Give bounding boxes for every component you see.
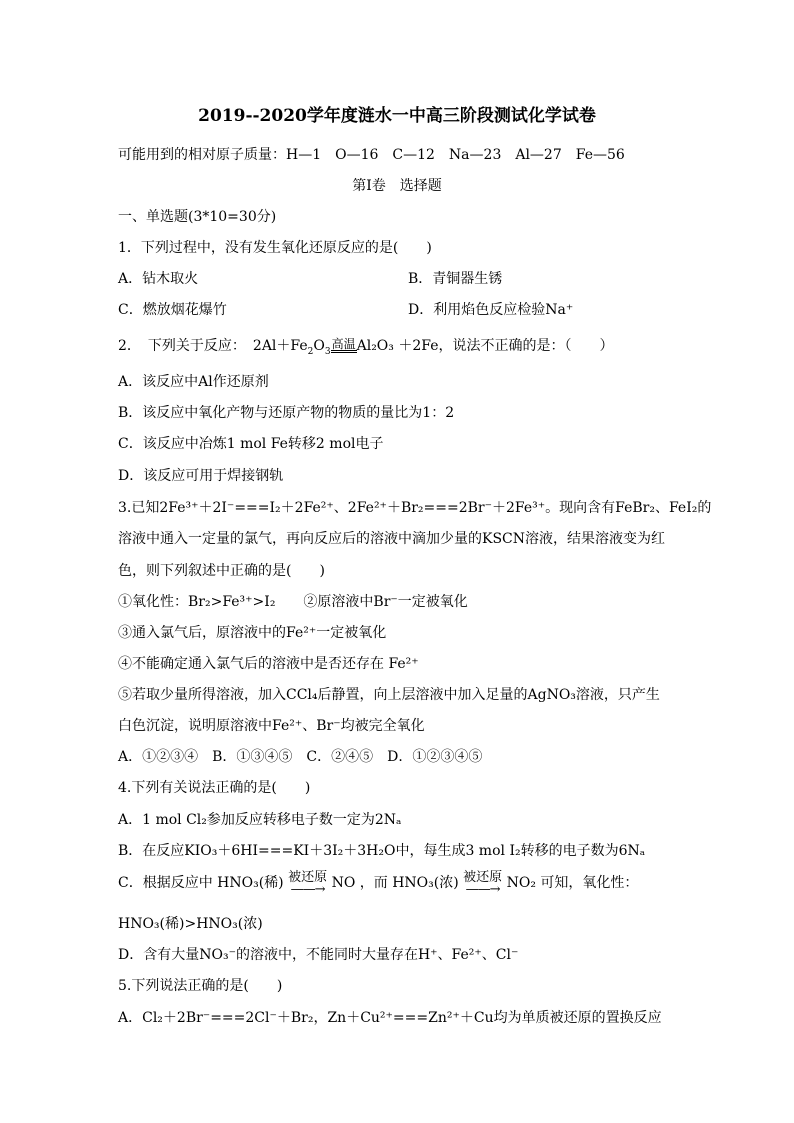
q2-option-a: A．该反应中Al作还原剂	[118, 374, 269, 390]
part-title: 一、单选题(3*10=30分)	[118, 209, 277, 225]
q2-option-c: C．该反应中冶炼1 mol Fe转移2 mol电子	[118, 436, 384, 452]
right-arrow-icon: ——→	[290, 882, 325, 897]
right-arrow-icon: ——→	[465, 882, 500, 897]
q5-option-a: A．Cl₂＋2Br⁻===2Cl⁻＋Br₂，Zn＋Cu²⁺===Zn²⁺＋Cu均为单质被还原的置换反应	[118, 1010, 662, 1026]
q2-condition-label: 高温	[331, 337, 356, 351]
q2-stem: 2． 下列关于反应： $2Al+Fe_2O_3$ 高温 Al₂O₃ ＋2Fe，说法不正确的是：（ ）	[118, 337, 614, 357]
q3-stem-line3: 色，则下列叙述中正确的是( )	[118, 563, 325, 579]
arrow-label-2: 被还原	[463, 870, 503, 885]
q3-statement-3: ③通入氯气后，原溶液中的Fe²⁺一定被氧化	[118, 625, 387, 641]
q3-statement-5-line2: 白色沉淀，说明原溶液中Fe²⁺、Br⁻均被完全氧化	[118, 718, 425, 734]
q4-option-d: D．含有大量NO₃⁻的溶液中，不能同时大量存在H⁺、Fe²⁺、Cl⁻	[118, 947, 519, 963]
q2-option-b: B．该反应中氧化产物与还原产物的物质的量比为1：2	[118, 405, 455, 421]
q2-option-d: D．该反应可用于焊接钢轨	[118, 468, 284, 484]
q5-stem: 5.下列说法正确的是( )	[118, 978, 283, 994]
q2-stem-suffix: Al₂O₃ ＋2Fe，说法不正确的是：（ ）	[356, 338, 614, 354]
q1-option-d: D．利用焰色反应检验Na⁺	[408, 302, 574, 318]
q3-statement-4: ④不能确定通入氯气后的溶液中是否还存在 Fe²⁺	[118, 656, 419, 672]
q4-option-a: A．1 mol Cl₂参加反应转移电子数一定为2Nₐ	[118, 812, 402, 828]
q4-option-c-prefix: C．根据反应中 HNO₃(稀)	[118, 875, 284, 891]
q3-options: A．①②③④ B．①③④⑤ C．②④⑤ D．①②③④⑤	[118, 749, 483, 765]
q3-stem-line1: 3.已知2Fe³⁺＋2I⁻===I₂＋2Fe²⁺、2Fe²⁺＋Br₂===2Br⁻＋2Fe³⁺。现向含有FeBr₂、FeI₂的	[118, 500, 712, 516]
q4-option-c-line2: HNO₃(稀)>HNO₃(浓)	[118, 916, 263, 932]
q1-option-b: B．青铜器生锈	[408, 271, 503, 287]
q4-option-c-mid: NO ，而 HNO₃(浓)	[331, 875, 459, 891]
q1-option-a: A．钻木取火	[118, 271, 199, 287]
exam-title: 2019--2020学年度涟水一中高三阶段测试化学试卷	[198, 106, 596, 126]
atomic-mass-note: 可能用到的相对原子质量：H—1 O—16 C—12 Na—23 Al—27 Fe—56	[118, 147, 625, 163]
q3-statement-1-2: ①氧化性：Br₂>Fe³⁺>I₂ ②原溶液中Br⁻一定被氧化	[118, 594, 468, 610]
q1-option-c: C．燃放烟花爆竹	[118, 302, 227, 318]
reduction-arrow-2	[463, 871, 502, 896]
arrow-label-1: 被还原	[288, 870, 328, 885]
q2-stem-prefix: 2． 下列关于反应： 2Al＋Fe	[118, 338, 308, 354]
q4-stem: 4.下列有关说法正确的是( )	[118, 780, 311, 796]
section-title: 第Ⅰ卷 选择题	[352, 178, 442, 194]
reduction-arrow-1	[288, 871, 327, 896]
q4-option-b: B．在反应KIO₃＋6HI===KI＋3I₂＋3H₂O中，每生成3 mol I₂转移的电子数为6Nₐ	[118, 843, 646, 859]
q4-option-c	[118, 870, 638, 896]
q2-condition	[331, 338, 357, 353]
q3-statement-5-line1: ⑤若取少量所得溶液，加入CCl₄后静置，向上层溶液中加入足量的AgNO₃溶液，只产生	[118, 687, 660, 703]
q4-option-c-suffix: NO₂ 可知，氧化性：	[506, 875, 639, 891]
q1-stem: 1．下列过程中，没有发生氧化还原反应的是( )	[118, 240, 432, 256]
q3-stem-line2: 溶液中通入一定量的氯气，再向反应后的溶液中滴加少量的KSCN溶液，结果溶液变为红	[118, 531, 666, 547]
